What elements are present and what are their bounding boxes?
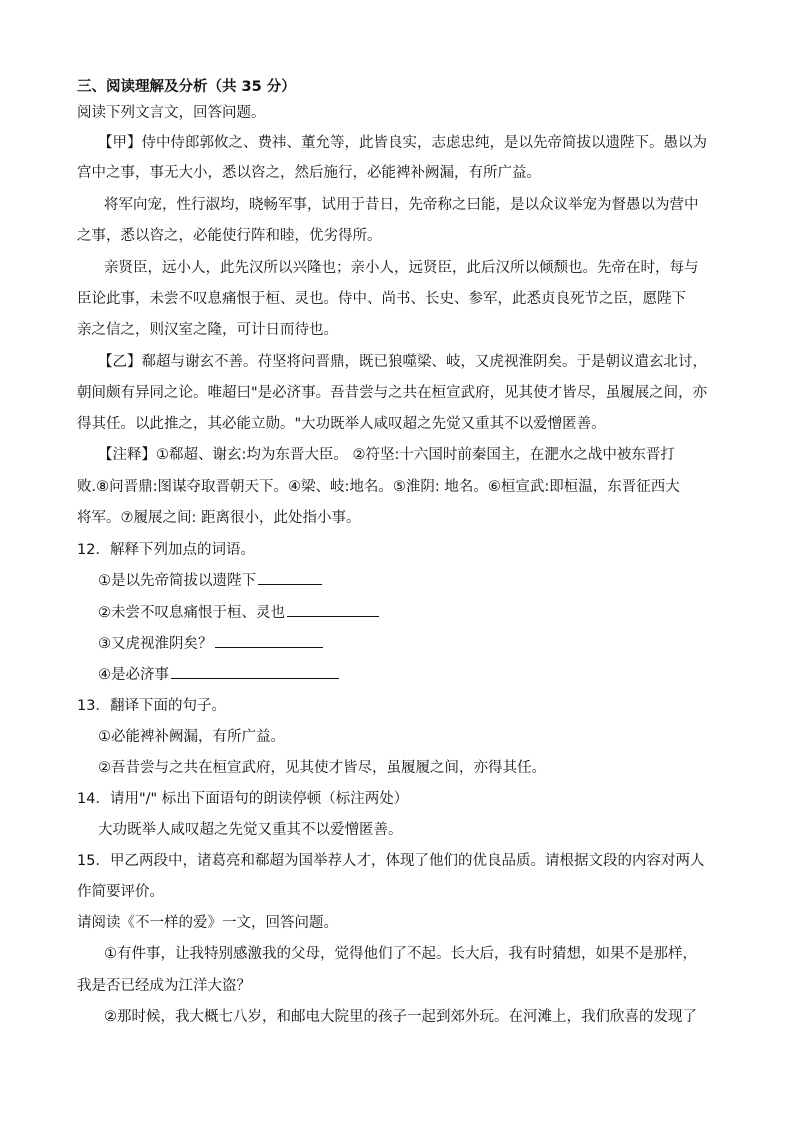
question-12-stem: 12．解释下列加点的词语。 (77, 542, 255, 558)
answer-blank[interactable] (258, 570, 322, 585)
question-12-item (98, 602, 379, 623)
passage-a-line: 臣论此事，未尝不叹息痛恨于桓、灵也。侍中、尚书、长史、参军，此悉贞良死节之臣，愿陛下 (77, 291, 686, 307)
question-12-item-text: ④是必济事 (98, 667, 169, 683)
passage-b-line: 【乙】郗超与谢玄不善。苻坚将问晋鼎，既已狼噬梁、岐，又虎视淮阴矣。于是朝议遣玄北讨， (98, 354, 707, 370)
question-15-line: 15．甲乙两段中，诸葛亮和郗超为国举荐人才，体现了他们的优良品质。请根据文段的内容对两人 (77, 853, 705, 869)
passage-a-line: 亲之信之，则汉室之隆，可计日而待也。 (77, 322, 338, 338)
answer-blank[interactable] (171, 664, 339, 679)
question-15-line: 作简要评价。 (77, 884, 164, 900)
question-12-item-text: ①是以先帝简拔以遗陛下 (98, 573, 256, 589)
question-13-item: ①必能裨补阙漏，有所广益。 (98, 729, 285, 745)
question-14-stem: 14．请用"/" 标出下面语句的朗读停顿（标注两处） (77, 791, 409, 807)
question-12-item (98, 664, 339, 685)
question-12-item-text: ②未尝不叹息痛恨于桓、灵也 (98, 605, 285, 621)
answer-blank[interactable] (287, 602, 379, 617)
notes-line: 败.⑧问晋鼎:图谋夺取晋朝天下。④梁、岐:地名。⑤淮阴: 地名。⑥桓宣武:即桓温，东晋征西大 (77, 479, 680, 495)
question-13-stem: 13．翻译下面的句子。 (77, 698, 226, 714)
question-12-item-text: ③又虎视淮阴矣？ (98, 636, 213, 652)
passage-a-line: 宫中之事，事无大小，悉以咨之，然后施行，必能裨补阙漏，有所广益。 (77, 165, 541, 181)
question-13-item: ②吾昔尝与之共在桓宣武府，见其使才皆尽，虽履履之间，亦得其任。 (98, 760, 546, 776)
answer-blank[interactable] (215, 633, 323, 648)
passage-a-line: 将军向宠，性行淑均，晓畅军事，试用于昔日，先帝称之曰能，是以众议举宠为督愚以为营中 (104, 197, 699, 213)
passage-a-line: 亲贤臣，远小人，此先汉所以兴隆也；亲小人，远贤臣，此后汉所以倾颓也。先帝在时，每与 (104, 260, 699, 276)
section-title: 三、阅读理解及分析（共 35 分） (77, 79, 296, 95)
question-12-item (98, 633, 323, 654)
passage-c-instruction: 请阅读《不一样的爱》一文，回答问题。 (77, 915, 338, 931)
section-instruction: 阅读下列文言文，回答问题。 (77, 105, 266, 121)
notes-line: 【注释】①郗超、谢玄:均为东晋大臣。 ②符坚:十六国时前秦国主，在淝水之战中被东晋打 (98, 447, 675, 463)
notes-line: 将军。⑦履展之间: 距离很小，此处指小事。 (77, 510, 361, 526)
passage-a-line: 之事，悉以咨之，必能使行阵和睦，优劣得所。 (77, 228, 382, 244)
question-12-item (98, 570, 322, 591)
passage-a-line: 【甲】侍中侍郎郭攸之、费祎、董允等，此皆良实，志虑忠纯，是以先帝简拔以遗陛下。愚以为 (98, 135, 707, 151)
question-14-sentence: 大功既举人咸叹超之先觉又重其不以爱憎匿善。 (98, 822, 403, 838)
passage-b-line: 朝间颇有异同之论。唯超曰"是必济事。吾昔尝与之共在桓宣武府，见其使才皆尽，虽履展之间，亦 (77, 385, 708, 401)
passage-b-line: 得其任。以此推之，其必能立勋。"大功既举人咸叹超之先觉又重其不以爱憎匿善。 (77, 416, 606, 432)
passage-c-line: 我是否已经成为江洋大盗？ (77, 978, 251, 994)
passage-c-line: ①有件事，让我特别感激我的父母，觉得他们了不起。长大后，我有时猜想，如果不是那样， (104, 946, 697, 962)
passage-c-line: ②那时候，我大概七八岁，和邮电大院里的孩子一起到郊外玩。在河滩上，我们欣喜的发现了 (104, 1009, 697, 1025)
